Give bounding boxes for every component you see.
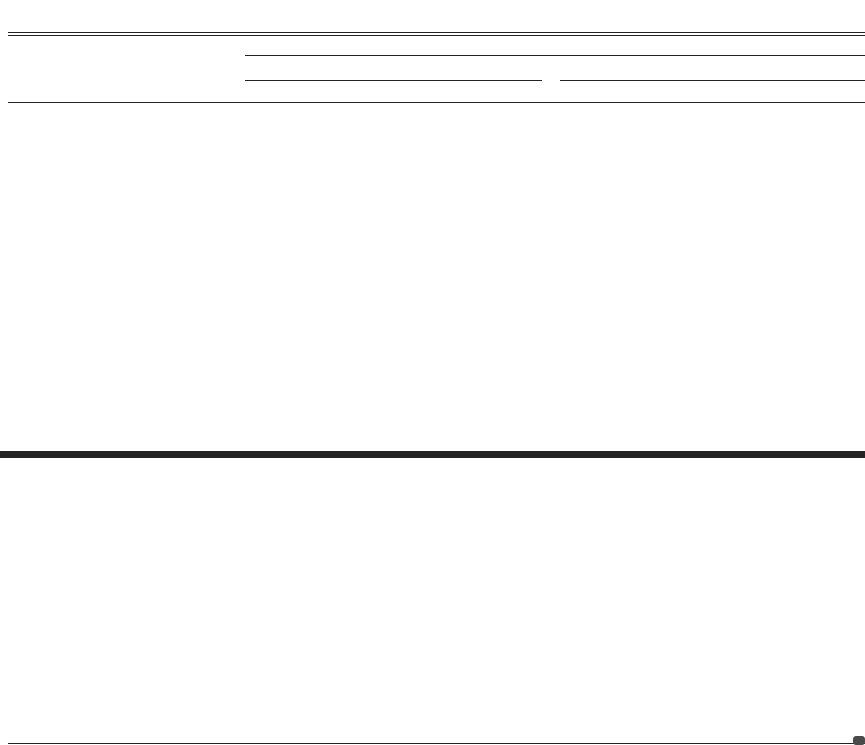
- screenshot-separator-band: [0, 451, 865, 458]
- header-bottom-rule: [8, 102, 865, 103]
- group-rule-2: [560, 80, 865, 81]
- scrollbar-thumb[interactable]: [853, 736, 865, 745]
- group-rule-1: [245, 80, 542, 81]
- top-rule-1: [8, 32, 865, 33]
- top-rule-2: [8, 35, 865, 36]
- bottom-rule: [8, 743, 865, 744]
- dependent-rule: [245, 55, 865, 56]
